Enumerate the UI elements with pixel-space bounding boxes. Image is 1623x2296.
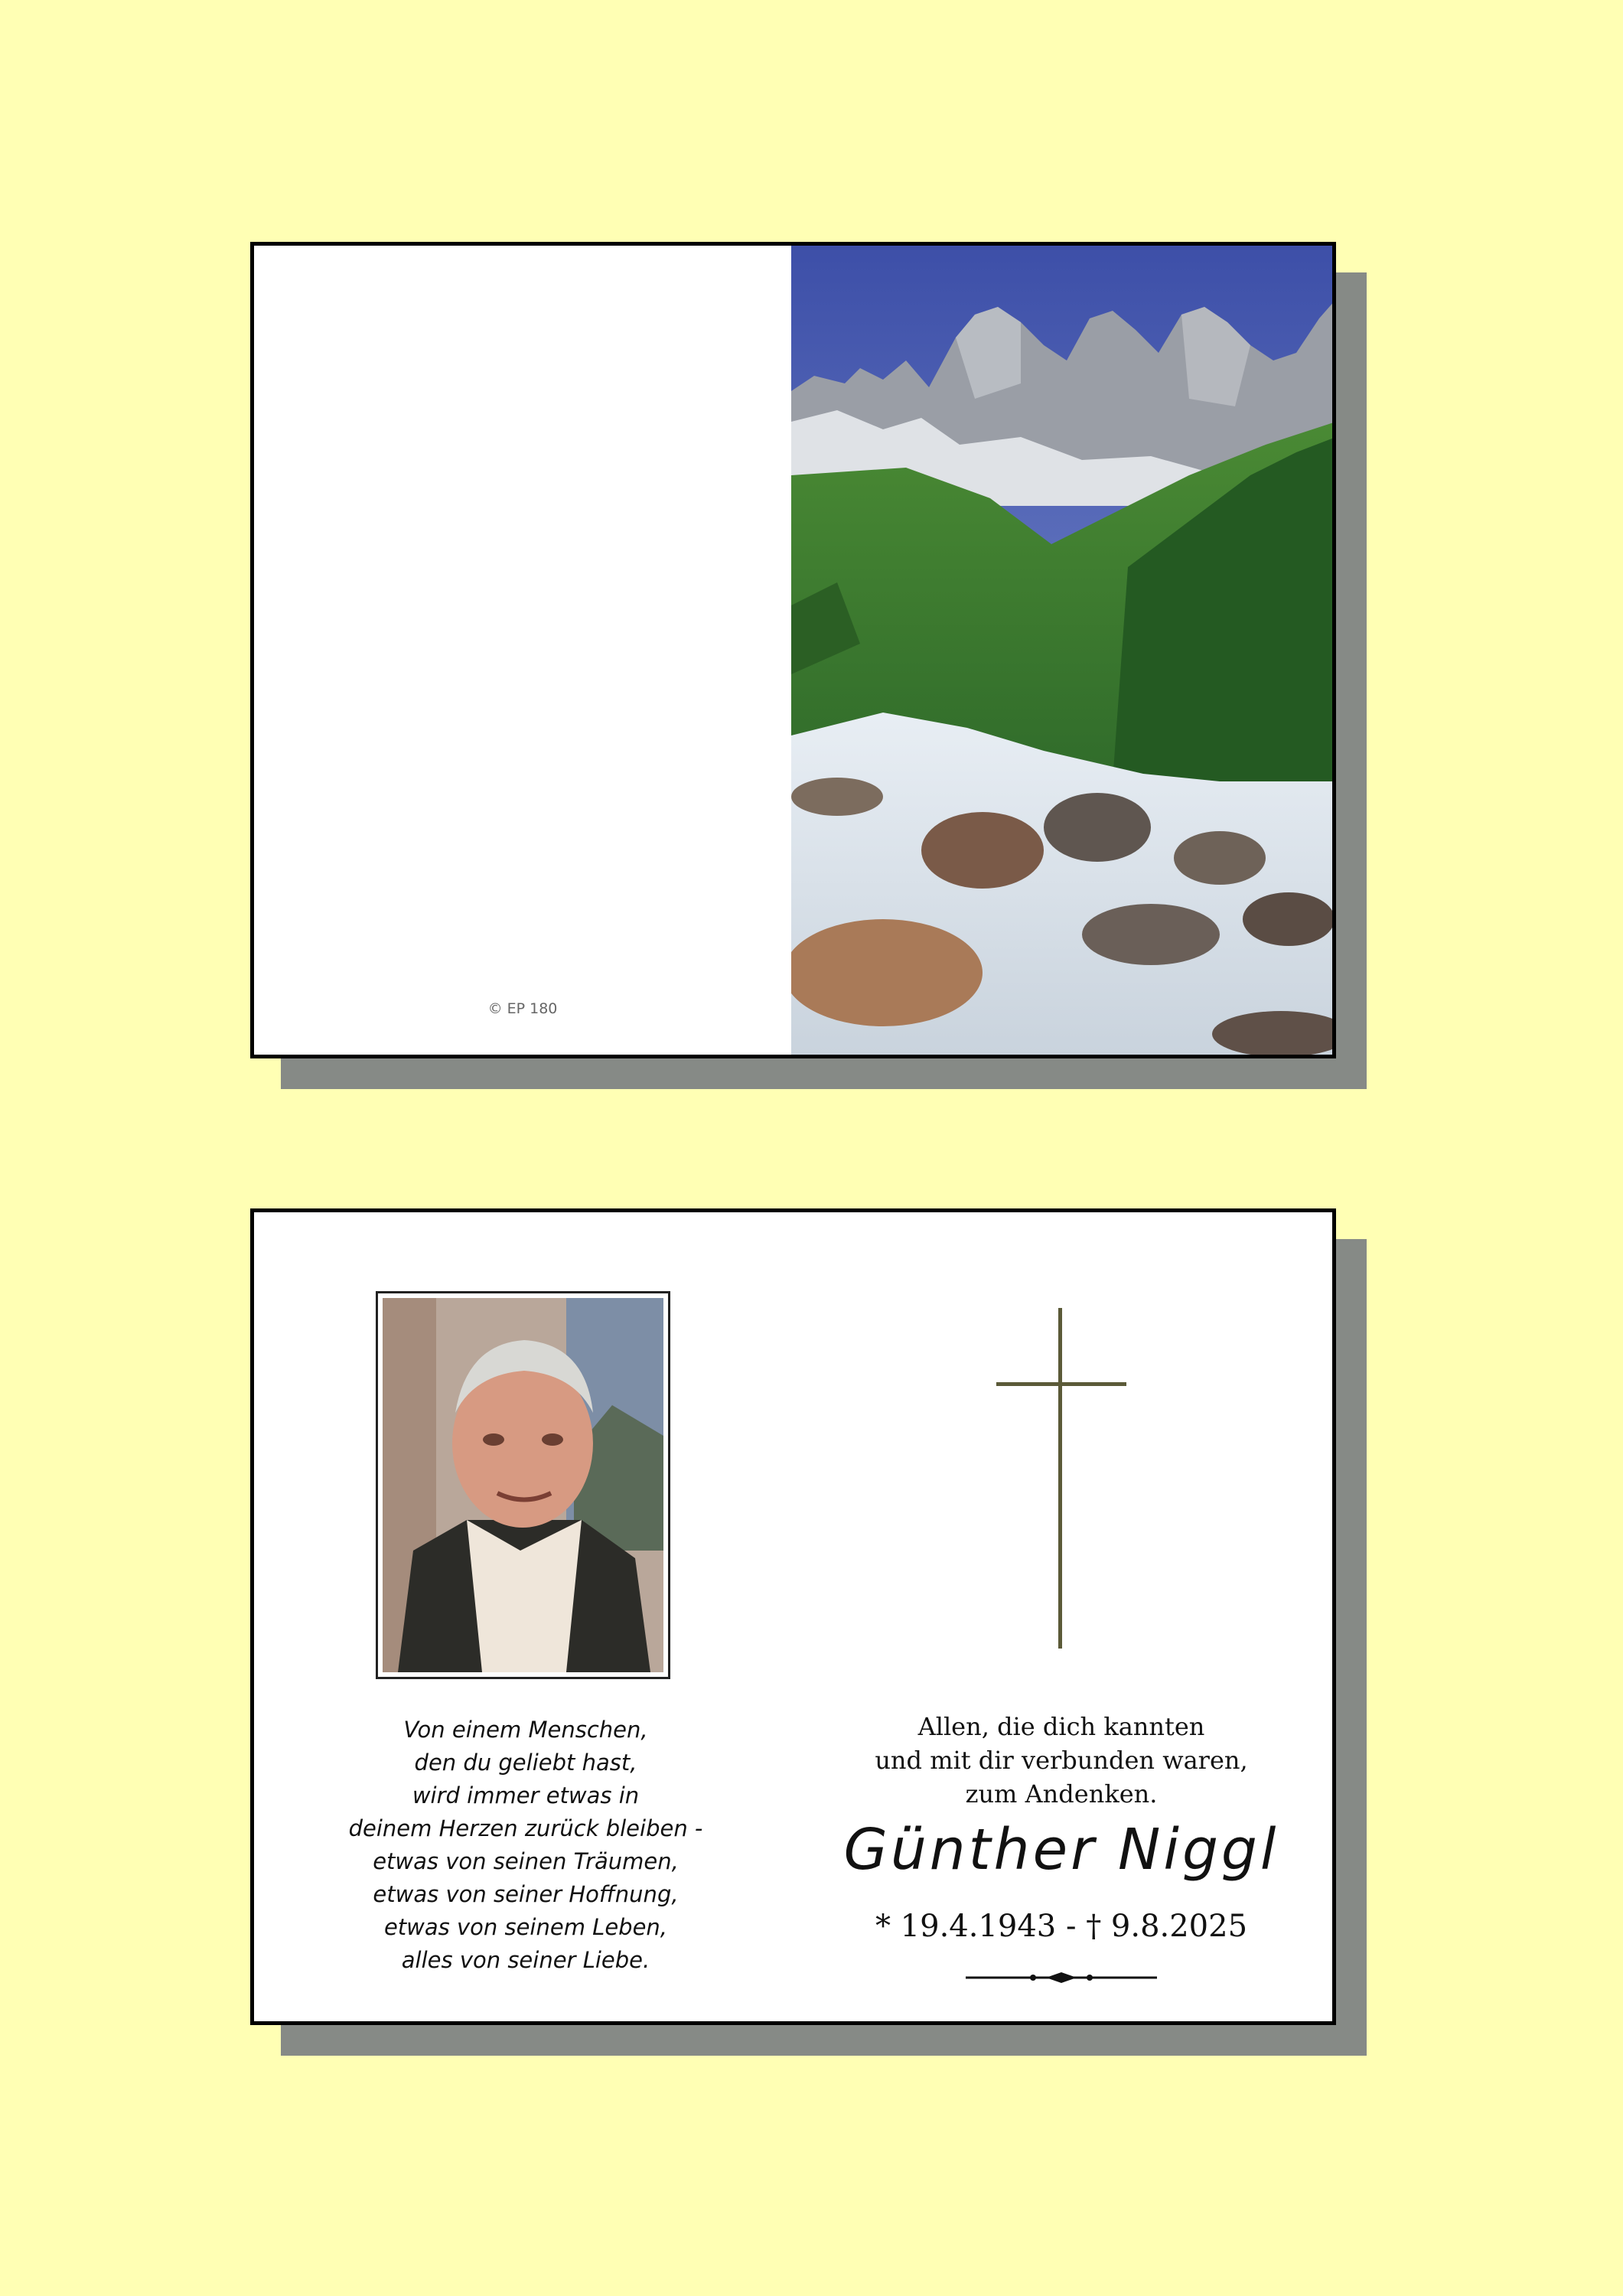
dedication-line: Allen, die dich kannten <box>917 1712 1205 1741</box>
card-frame <box>250 242 1336 1058</box>
blank-panel <box>254 246 791 1055</box>
dedication-line: und mit dir verbunden waren, <box>875 1746 1248 1775</box>
poem <box>300 1714 751 1977</box>
cross-icon <box>996 1308 1126 1649</box>
deceased-name: Günther Niggl <box>843 1817 1279 1883</box>
copyright-text: © EP 180 <box>487 1000 558 1017</box>
portrait-frame <box>376 1291 670 1679</box>
poem-line: wird immer etwas in <box>412 1782 640 1808</box>
poem-line: deinem Herzen zurück bleiben - <box>348 1815 703 1841</box>
outer-card <box>250 242 1336 1058</box>
poem-line: Von einem Menschen, <box>403 1717 648 1743</box>
poem-line: etwas von seinem Leben, <box>383 1914 668 1940</box>
divider-ornament <box>966 1970 1157 1985</box>
poem-line: alles von seiner Liebe. <box>401 1947 650 1973</box>
poem-line: etwas von seinen Träumen, <box>373 1848 679 1874</box>
poem-line: den du geliebt hast, <box>414 1750 637 1776</box>
inner-card <box>250 1208 1336 2025</box>
poem-line: etwas von seiner Hoffnung, <box>373 1881 679 1907</box>
life-dates: * 19.4.1943 - † 9.8.2025 <box>875 1909 1248 1944</box>
mountain-landscape-image <box>791 246 1336 1055</box>
dedication-line: zum Andenken. <box>965 1779 1158 1808</box>
card-frame <box>250 1208 1336 2025</box>
dedication <box>843 1710 1279 1811</box>
portrait-photo <box>383 1298 663 1672</box>
